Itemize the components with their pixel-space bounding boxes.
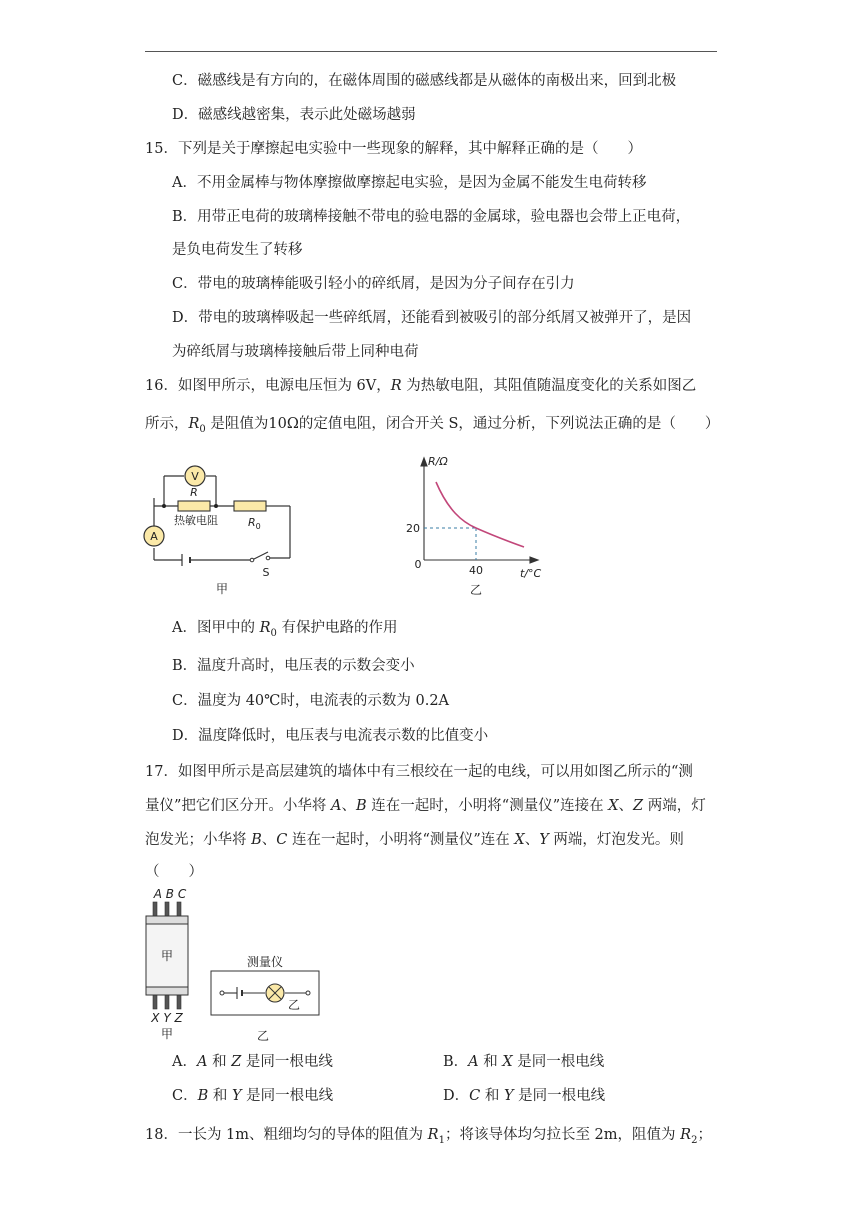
- option-text: 是同一根电线: [512, 1054, 605, 1070]
- q16-option-b: B．温度升高时，电压表的示数会变小: [172, 658, 415, 674]
- stem-text: 、: [618, 798, 634, 814]
- y-tick-20: 20: [406, 522, 420, 535]
- thermistor-resistor: [178, 501, 210, 511]
- option-text: 是同一根电线: [513, 1088, 606, 1104]
- var-z: Z: [633, 798, 644, 814]
- q17-option-c: [172, 1086, 333, 1106]
- q15-option-b-line1: B．用带正电荷的玻璃棒接触不带电的验电器的金属球，验电器也会带上正电荷，: [172, 209, 691, 225]
- var-x: X: [514, 832, 525, 848]
- stem-text: ；将该导体均匀拉长至 2m，阻值为: [444, 1127, 681, 1143]
- var-a: A: [331, 798, 342, 814]
- label-thermistor: 热敏电阻: [174, 514, 218, 527]
- x-axis-label: t/°C: [520, 567, 542, 580]
- var-a: A: [468, 1054, 479, 1070]
- stem-text: 两端，灯: [643, 798, 706, 814]
- q16-stem-line2: [145, 414, 719, 440]
- q15-option-d-line2: 为碎纸屑与玻璃棒接触后带上同种电荷: [172, 344, 419, 360]
- q15-option-b-line2: 是负电荷发生了转移: [172, 242, 303, 258]
- option-text: 有保护电路的作用: [276, 620, 398, 636]
- q16-stem-text: 为热敏电阻，其阻值随温度变化的关系如图乙: [401, 378, 697, 394]
- option-letter: C．: [172, 1088, 198, 1104]
- voltmeter-icon: [185, 466, 205, 486]
- svg-text:V: V: [191, 470, 199, 483]
- wall-label: 甲: [160, 949, 174, 963]
- var-a: A: [196, 1054, 208, 1070]
- q17-stem-line3: [145, 830, 684, 850]
- option-text: 和: [480, 1088, 504, 1104]
- q17-option-a: [172, 1052, 333, 1072]
- var-r0: R: [188, 416, 200, 432]
- r0-resistor: [234, 501, 266, 511]
- stem-text: 连在一起时，小明将“测量仪”连接在: [366, 798, 609, 814]
- label-r: R: [190, 486, 198, 499]
- q15-stem: 15．下列是关于摩擦起电实验中一些现象的解释，其中解释正确的是（ ）: [145, 141, 642, 157]
- var-x: X: [502, 1054, 513, 1070]
- q17-option-d: [443, 1086, 605, 1106]
- top-terminal-labels: A B C: [153, 887, 187, 901]
- q16-option-c: C．温度为 40℃时，电流表的示数为 0.2A: [172, 693, 450, 709]
- option-text: 和: [207, 1054, 232, 1070]
- junction-dot: [162, 504, 166, 508]
- var-r2: R: [680, 1127, 692, 1143]
- stem-text: 泡发光；小华将: [145, 832, 252, 848]
- origin-label: 0: [414, 558, 422, 571]
- q14-option-c: C．磁感线是有方向的，在磁体周围的磁感线都是从磁体的南极出来，回到北极: [172, 73, 677, 89]
- var-r1: R: [427, 1127, 439, 1143]
- q17-stem-line2: [145, 796, 706, 816]
- q17-tester-figure: [205, 952, 325, 1046]
- subscript: 0: [270, 627, 277, 639]
- var-b: B: [251, 832, 262, 848]
- stem-text: 18．一长为 1m、粗细均匀的导体的阻值为: [145, 1127, 428, 1143]
- q15-option-a: A．不用金属棒与物体摩擦做摩擦起电实验，是因为金属不能发生电荷转移: [172, 175, 647, 191]
- figure-caption-yi: 乙: [256, 1029, 270, 1043]
- stem-text: 两端，灯泡发光。则: [548, 832, 684, 848]
- y-axis-label: R/Ω: [428, 455, 448, 468]
- header-rule: [145, 51, 717, 52]
- var-r: R: [390, 378, 402, 394]
- var-b: B: [197, 1088, 209, 1104]
- option-text: A．图甲中的: [172, 620, 260, 636]
- stem-text: 连在一起时，小明将“测量仪”连在: [287, 832, 515, 848]
- label-r0: $R_0$: [248, 516, 261, 531]
- q15-option-c: C．带电的玻璃棒能吸引轻小的碎纸屑，是因为分子间存在引力: [172, 276, 575, 292]
- option-text: 是同一根电线: [241, 1088, 334, 1104]
- q17-stem-line1: 17．如图甲所示是高层建筑的墙体中有三根绞在一起的电线，可以用如图乙所示的“测: [145, 764, 693, 780]
- stem-text: 、: [261, 832, 277, 848]
- var-z: Z: [231, 1054, 242, 1070]
- var-c: C: [276, 832, 288, 848]
- q16-stem-text: 所示，: [145, 416, 189, 432]
- bottom-terminal-labels: X Y Z: [151, 1011, 183, 1025]
- resistance-curve: [436, 482, 524, 547]
- option-letter: B．: [443, 1054, 469, 1070]
- subscript: 2: [691, 1134, 698, 1146]
- q17-option-b: [443, 1052, 604, 1072]
- ammeter-icon: [144, 526, 164, 546]
- figure-caption-yi: 乙: [469, 583, 483, 597]
- var-y: Y: [503, 1088, 514, 1104]
- option-text: 和: [208, 1088, 232, 1104]
- q16-option-d: D．温度降低时，电压表与电流表示数的比值变小: [172, 728, 489, 744]
- var-c: C: [469, 1088, 481, 1104]
- bulb-icon: [266, 984, 284, 1002]
- subscript: 1: [438, 1134, 445, 1146]
- q18-stem: [145, 1125, 712, 1151]
- stem-text: 量仪”把它们区分开。小华将: [145, 798, 332, 814]
- subscript: 0: [199, 423, 206, 435]
- var-b: B: [356, 798, 367, 814]
- var-x: X: [608, 798, 619, 814]
- option-letter: D．: [443, 1088, 470, 1104]
- q16-stem-line1: [145, 376, 696, 396]
- svg-text:A: A: [150, 530, 158, 543]
- stem-text: 、: [524, 832, 540, 848]
- q15-option-d-line1: D．带电的玻璃棒吸起一些碎纸屑，还能看到被吸引的部分纸屑又被弹开了，是因: [172, 310, 692, 326]
- x-tick-40: 40: [469, 564, 483, 577]
- q16-temperature-resistance-graph: [398, 452, 558, 602]
- var-y: Y: [539, 832, 549, 848]
- option-text: 是同一根电线: [241, 1054, 333, 1070]
- figure-caption-jia: 甲: [160, 1027, 174, 1041]
- q16-stem-text: 16．如图甲所示，电源电压恒为 6V，: [145, 378, 391, 394]
- figure-caption-jia: 甲: [215, 582, 229, 596]
- var-r0: R: [259, 620, 271, 636]
- label-switch: S: [262, 566, 270, 579]
- q16-stem-text: 是阻值为10Ω的定值电阻，闭合开关 S，通过分析，下列说法正确的是（ ）: [205, 416, 720, 432]
- q17-wall-wires-figure: [140, 884, 200, 1046]
- option-text: 和: [478, 1054, 503, 1070]
- stem-text: ；: [697, 1127, 712, 1143]
- stem-text: 、: [341, 798, 357, 814]
- tester-title: 测量仪: [246, 955, 284, 969]
- q16-option-a: [172, 618, 398, 644]
- option-letter: A．: [172, 1054, 197, 1070]
- q14-option-d: D．磁感线越密集，表示此处磁场越弱: [172, 107, 416, 123]
- var-y: Y: [231, 1088, 242, 1104]
- junction-dot: [214, 504, 218, 508]
- q16-circuit-diagram: [138, 458, 308, 598]
- q17-answer-paren: （ ）: [145, 864, 203, 880]
- tester-label: 乙: [287, 998, 301, 1012]
